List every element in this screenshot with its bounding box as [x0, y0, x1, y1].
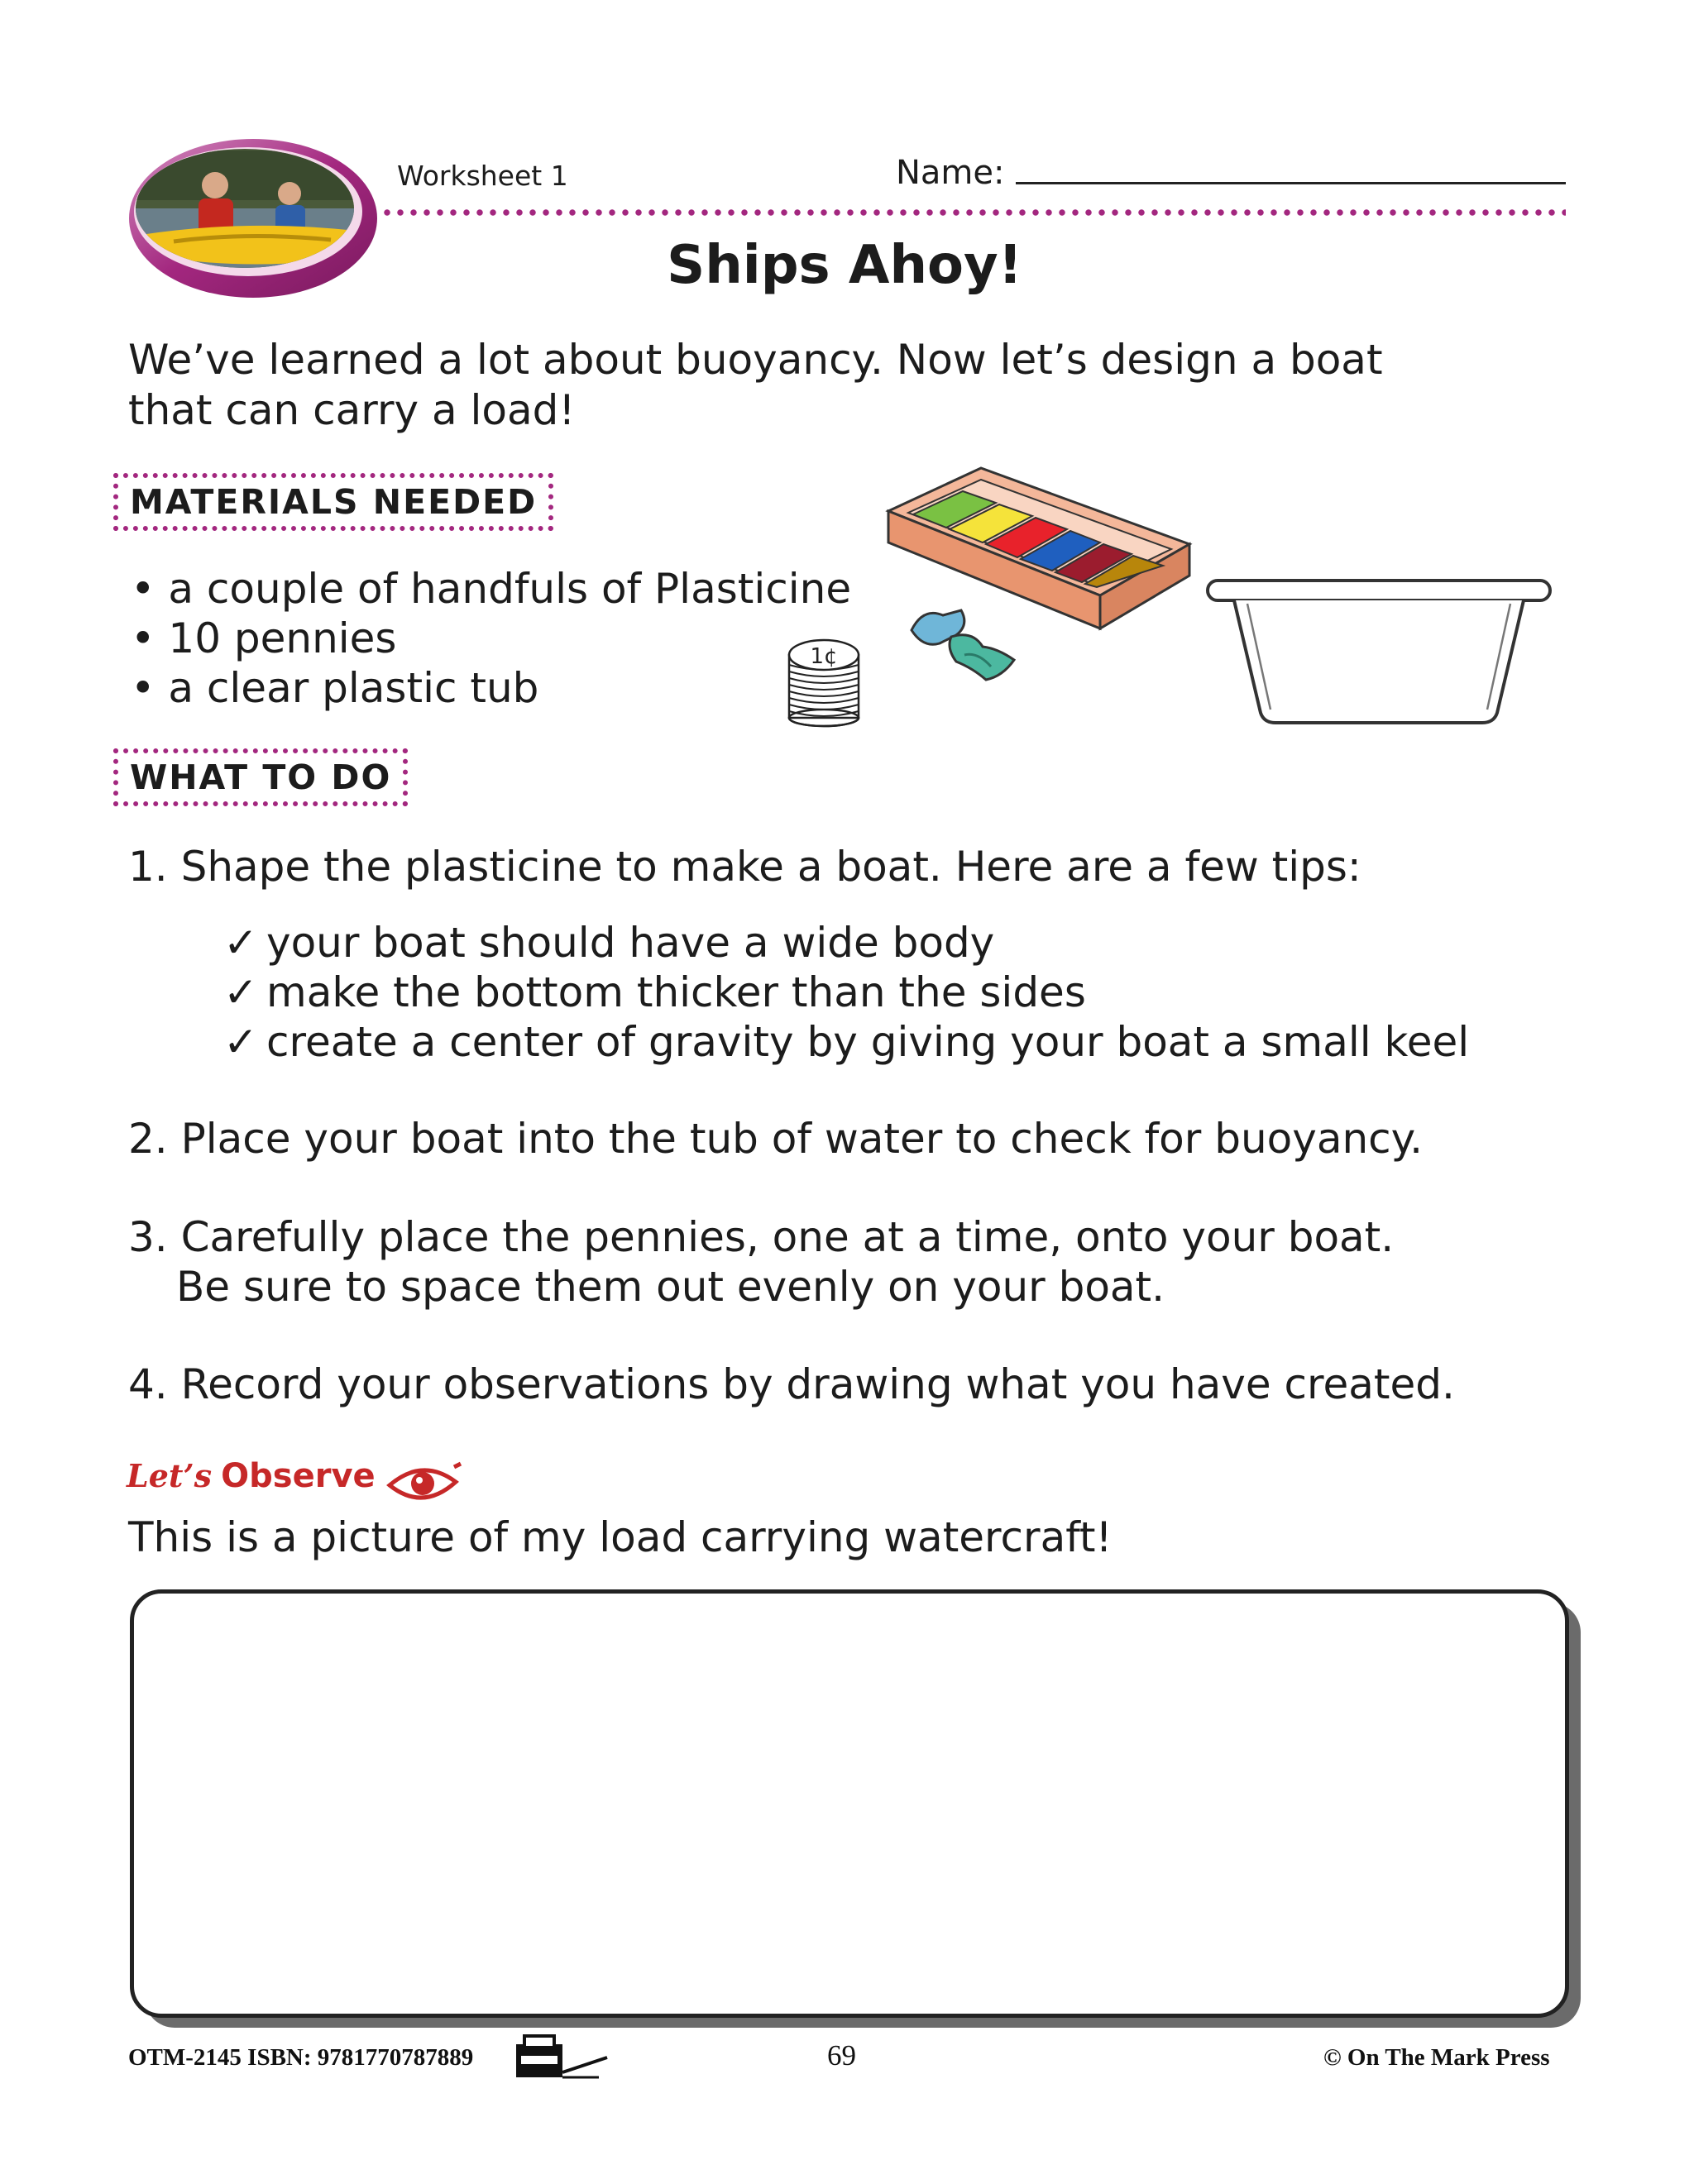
drawing-area[interactable]	[130, 1589, 1569, 2018]
step-3-line-1: 3. Carefully place the pennies, one at a time, onto your boat.	[128, 1213, 1395, 1261]
materials-heading: MATERIALS NEEDED	[113, 473, 553, 531]
footer-copyright: © On The Mark Press	[1323, 2044, 1550, 2071]
step-4: 4. Record your observations by drawing what you have created.	[128, 1360, 1455, 1408]
coin-label: 1¢	[810, 644, 838, 669]
eye-icon	[385, 1460, 464, 1507]
lets-observe-heading	[127, 1457, 464, 1507]
step-1: 1. Shape the plasticine to make a boat. Here are a few tips:	[128, 843, 1361, 891]
worksheet-label: Worksheet 1	[397, 160, 568, 192]
step-3-line-2: Be sure to space them out evenly on your boat.	[176, 1263, 1165, 1311]
page-title: Ships Ahoy!	[667, 235, 1022, 296]
lets-label: Let’s	[127, 1457, 213, 1494]
observe-sentence: This is a picture of my load carrying watercraft!	[128, 1513, 1113, 1561]
check-icon: ✓	[223, 968, 258, 1016]
tips-list	[223, 918, 1469, 1067]
step-2: 2. Place your boat into the tub of water to check for buoyancy.	[128, 1115, 1423, 1163]
list-item: • a couple of handfuls of Plasticine	[131, 565, 852, 613]
check-icon: ✓	[223, 1018, 258, 1066]
tip-item: ✓ create a center of gravity by giving your boat a small keel	[223, 1018, 1470, 1066]
intro-line-2: that can carry a load!	[128, 386, 576, 434]
name-label: Name:	[896, 154, 1005, 192]
materials-list	[131, 564, 851, 713]
tip-item: ✓ make the bottom thicker than the sides	[223, 968, 1086, 1016]
footer-isbn: OTM-2145 ISBN: 9781770787889	[128, 2044, 474, 2071]
what-to-do-heading: WHAT TO DO	[113, 748, 408, 806]
coin-stack-illustration	[784, 622, 864, 729]
printer-icon	[513, 2033, 614, 2082]
dotted-divider	[380, 209, 1566, 216]
intro-paragraph	[128, 335, 1551, 436]
tip-item: ✓ your boat should have a wide body	[223, 919, 995, 967]
list-item: • a clear plastic tub	[131, 664, 539, 712]
check-icon: ✓	[223, 919, 258, 967]
observe-label: Observe	[221, 1457, 376, 1495]
plasticine-scrap-illustration	[907, 597, 1031, 686]
plastic-tub-illustration	[1201, 571, 1557, 729]
intro-line-1: We’ve learned a lot about buoyancy. Now let’s design a boat	[128, 336, 1383, 384]
page-number: 69	[827, 2039, 856, 2072]
name-field[interactable]	[1016, 182, 1566, 184]
list-item: • 10 pennies	[131, 614, 397, 662]
